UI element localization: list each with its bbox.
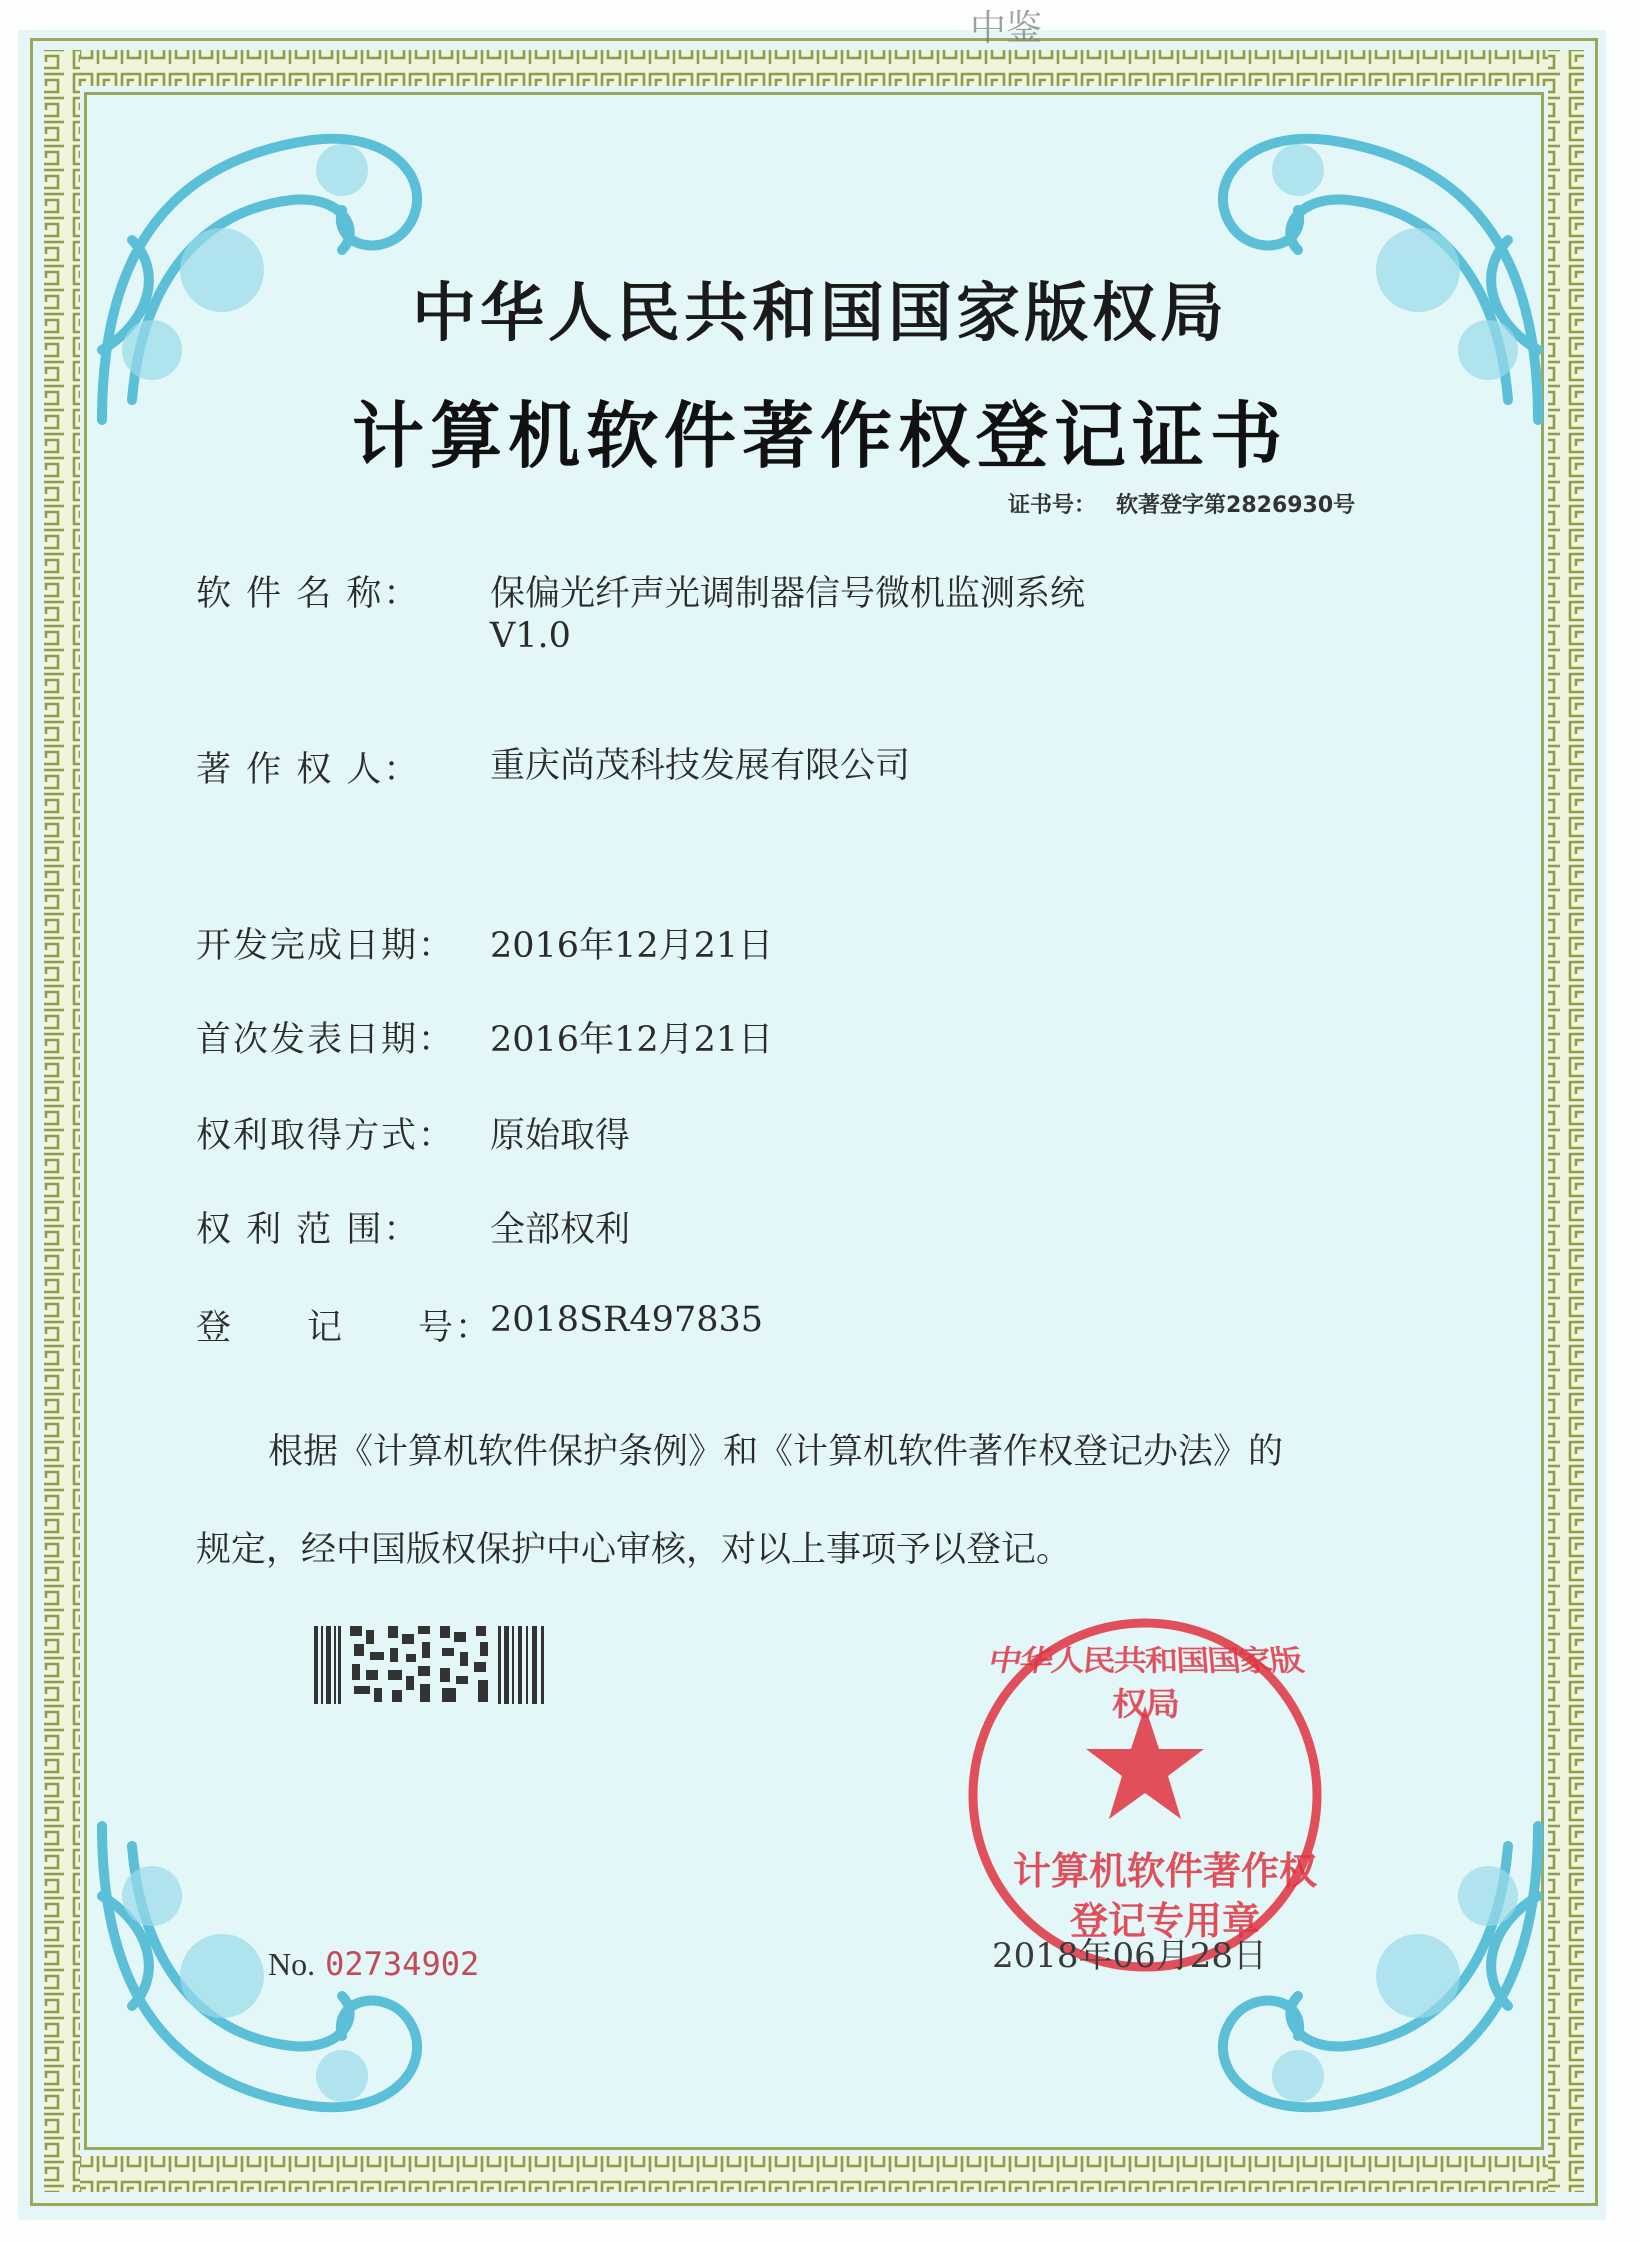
completion-date-value: 2016年12月21日 — [490, 926, 774, 966]
certificate-title: 计算机软件著作权登记证书 — [351, 393, 1288, 478]
serial-number — [268, 1945, 479, 1983]
seal-inner-line-2: 登记专用章 — [1069, 1898, 1260, 1943]
software-name-value: 保偏光纤声光调制器信号微机监测系统 — [490, 574, 1086, 614]
software-version: V1.0 — [490, 616, 571, 656]
publication-date-label: 首次发表日期： — [196, 1020, 456, 1060]
publication-date-value: 2016年12月21日 — [490, 1020, 774, 1060]
certificate-number — [1008, 488, 1355, 519]
statement-line-1: 根据《计算机软件保护条例》和《计算机软件著作权登记办法》的 — [268, 1432, 1284, 1472]
acquisition-method-label: 权利取得方式： — [196, 1116, 456, 1156]
serial-value: 02734902 — [325, 1945, 480, 1983]
seal-date: 2018年06月28日 — [992, 1936, 1268, 1976]
seal-outer-text-label: 中华人民共和国国家版权局 — [985, 1644, 1305, 1724]
statement-line-2: 规定，经中国版权保护中心审核，对以上事项予以登记。 — [196, 1530, 1072, 1570]
handwritten-mark: 中鉴 — [970, 8, 1043, 49]
barcode-icon — [314, 1626, 546, 1704]
registration-number-label: 登 记 号： — [196, 1308, 493, 1348]
acquisition-method-value: 原始取得 — [490, 1116, 631, 1156]
certificate-number-label: 证书号： — [1008, 493, 1097, 518]
rights-scope-label: 权 利 范 围： — [196, 1210, 421, 1250]
issuer-title: 中华人民共和国国家版权局 — [412, 276, 1228, 351]
certificate-number-value: 软著登字第2826930号 — [1116, 493, 1356, 518]
registration-number-value: 2018SR497835 — [490, 1300, 764, 1340]
serial-prefix: No. — [268, 1946, 316, 1982]
rights-scope-value: 全部权利 — [490, 1210, 631, 1250]
copyright-owner-value: 重庆尚茂科技发展有限公司 — [490, 746, 911, 786]
completion-date-label: 开发完成日期： — [196, 926, 456, 966]
seal-inner-line-1: 计算机软件著作权 — [1012, 1848, 1317, 1893]
copyright-owner-label: 著 作 权 人： — [196, 750, 421, 790]
software-name-label: 软 件 名 称： — [196, 574, 421, 614]
seal-outer-text — [980, 1630, 1310, 1790]
